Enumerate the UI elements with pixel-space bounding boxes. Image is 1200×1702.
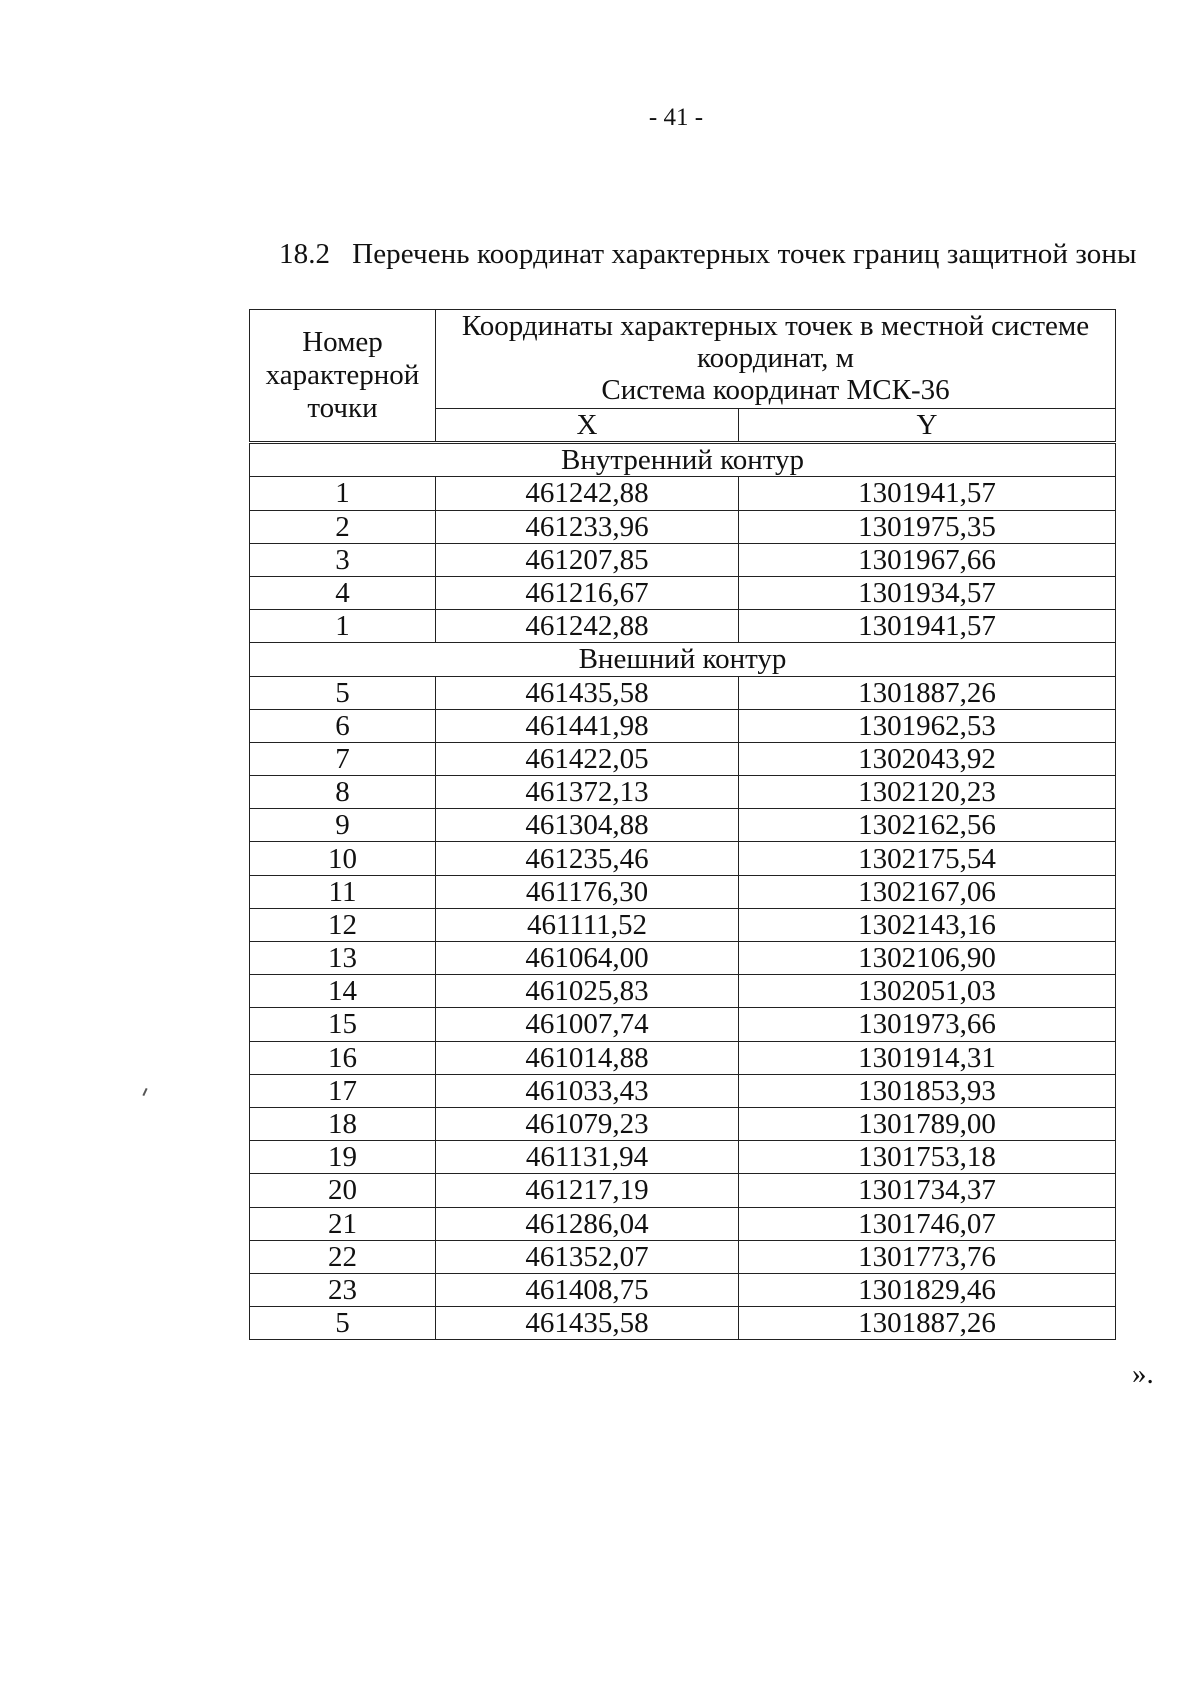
x-value: 461435,58 <box>436 676 739 709</box>
closing-quote: ». <box>1132 1358 1154 1390</box>
point-number: 20 <box>250 1174 436 1207</box>
point-number: 5 <box>250 1307 436 1340</box>
y-value: 1301853,93 <box>739 1074 1116 1107</box>
x-value: 461352,07 <box>436 1240 739 1273</box>
point-number: 21 <box>250 1207 436 1240</box>
x-value: 461033,43 <box>436 1074 739 1107</box>
point-number: 19 <box>250 1141 436 1174</box>
x-value: 461372,13 <box>436 776 739 809</box>
coordinates-table <box>249 309 1116 1340</box>
header-x: X <box>436 409 739 443</box>
point-number: 6 <box>250 709 436 742</box>
y-value: 1302051,03 <box>739 975 1116 1008</box>
x-value: 461286,04 <box>436 1207 739 1240</box>
point-number: 18 <box>250 1107 436 1140</box>
point-number: 12 <box>250 908 436 941</box>
point-number: 2 <box>250 510 436 543</box>
y-value: 1302143,16 <box>739 908 1116 941</box>
x-value: 461422,05 <box>436 742 739 775</box>
point-number: 8 <box>250 776 436 809</box>
table-row <box>250 1307 1116 1340</box>
point-number: 1 <box>250 477 436 510</box>
x-value: 461131,94 <box>436 1141 739 1174</box>
table-row <box>250 908 1116 941</box>
y-value: 1302120,23 <box>739 776 1116 809</box>
x-value: 461079,23 <box>436 1107 739 1140</box>
point-number: 10 <box>250 842 436 875</box>
table-row <box>250 776 1116 809</box>
y-value: 1301773,76 <box>739 1240 1116 1273</box>
section-label: Внешний контур <box>250 643 1116 676</box>
table-row <box>250 510 1116 543</box>
section-title: Перечень координат характерных точек границ защитной зоны <box>352 238 1137 270</box>
point-number: 22 <box>250 1240 436 1273</box>
section-number: 18.2 <box>279 238 331 270</box>
x-value: 461441,98 <box>436 709 739 742</box>
table-row <box>250 1041 1116 1074</box>
y-value: 1301753,18 <box>739 1141 1116 1174</box>
y-value: 1301941,57 <box>739 610 1116 643</box>
table-row <box>250 1273 1116 1306</box>
x-value: 461025,83 <box>436 975 739 1008</box>
header-point-number: Номер характерной точки <box>250 310 436 443</box>
x-value: 461304,88 <box>436 809 739 842</box>
y-value: 1302162,56 <box>739 809 1116 842</box>
x-value: 461435,58 <box>436 1307 739 1340</box>
page-number: - 41 - <box>648 104 704 131</box>
x-value: 461064,00 <box>436 942 739 975</box>
table-row <box>250 975 1116 1008</box>
x-value: 461007,74 <box>436 1008 739 1041</box>
y-value: 1301746,07 <box>739 1207 1116 1240</box>
table-row <box>250 610 1116 643</box>
x-value: 461235,46 <box>436 842 739 875</box>
point-number: 11 <box>250 875 436 908</box>
x-value: 461408,75 <box>436 1273 739 1306</box>
point-number: 4 <box>250 576 436 609</box>
point-number: 9 <box>250 809 436 842</box>
x-value: 461242,88 <box>436 477 739 510</box>
point-number: 15 <box>250 1008 436 1041</box>
section-row <box>250 643 1116 676</box>
table-row <box>250 875 1116 908</box>
point-number: 23 <box>250 1273 436 1306</box>
table-row <box>250 1141 1116 1174</box>
x-value: 461207,85 <box>436 543 739 576</box>
y-value: 1301962,53 <box>739 709 1116 742</box>
section-heading <box>279 238 1137 271</box>
y-value: 1301914,31 <box>739 1041 1116 1074</box>
y-value: 1301734,37 <box>739 1174 1116 1207</box>
x-value: 461111,52 <box>436 908 739 941</box>
point-number: 3 <box>250 543 436 576</box>
table-row <box>250 477 1116 510</box>
point-number: 17 <box>250 1074 436 1107</box>
point-number: 14 <box>250 975 436 1008</box>
point-number: 7 <box>250 742 436 775</box>
point-number: 5 <box>250 676 436 709</box>
table-row <box>250 1107 1116 1140</box>
x-value: 461216,67 <box>436 576 739 609</box>
y-value: 1301941,57 <box>739 477 1116 510</box>
x-value: 461242,88 <box>436 610 739 643</box>
y-value: 1302167,06 <box>739 875 1116 908</box>
table-row <box>250 1207 1116 1240</box>
y-value: 1301975,35 <box>739 510 1116 543</box>
y-value: 1301829,46 <box>739 1273 1116 1306</box>
table-row <box>250 676 1116 709</box>
table-row <box>250 809 1116 842</box>
table-row <box>250 709 1116 742</box>
y-value: 1301934,57 <box>739 576 1116 609</box>
x-value: 461176,30 <box>436 875 739 908</box>
header-coordinates <box>436 310 1116 409</box>
y-value: 1302043,92 <box>739 742 1116 775</box>
header-coordinates-title: Координаты характерных точек в местной системе координат, м <box>461 310 1090 374</box>
point-number: 13 <box>250 942 436 975</box>
table-row <box>250 1008 1116 1041</box>
y-value: 1301789,00 <box>739 1107 1116 1140</box>
y-value: 1301973,66 <box>739 1008 1116 1041</box>
y-value: 1302106,90 <box>739 942 1116 975</box>
header-y: Y <box>739 409 1116 443</box>
table-header-row <box>250 310 1116 409</box>
x-value: 461233,96 <box>436 510 739 543</box>
table-row <box>250 576 1116 609</box>
y-value: 1301887,26 <box>739 676 1116 709</box>
section-label: Внутренний контур <box>250 443 1116 477</box>
header-coordinate-system: Система координат МСК-36 <box>601 374 950 406</box>
table-row <box>250 1240 1116 1273</box>
point-number: 1 <box>250 610 436 643</box>
x-value: 461014,88 <box>436 1041 739 1074</box>
section-row <box>250 443 1116 477</box>
point-number: 16 <box>250 1041 436 1074</box>
y-value: 1301887,26 <box>739 1307 1116 1340</box>
y-value: 1301967,66 <box>739 543 1116 576</box>
table-row <box>250 1174 1116 1207</box>
table-row <box>250 842 1116 875</box>
table-row <box>250 543 1116 576</box>
y-value: 1302175,54 <box>739 842 1116 875</box>
table-row <box>250 1074 1116 1107</box>
table-row <box>250 742 1116 775</box>
stray-mark <box>142 1088 147 1096</box>
x-value: 461217,19 <box>436 1174 739 1207</box>
table-row <box>250 942 1116 975</box>
